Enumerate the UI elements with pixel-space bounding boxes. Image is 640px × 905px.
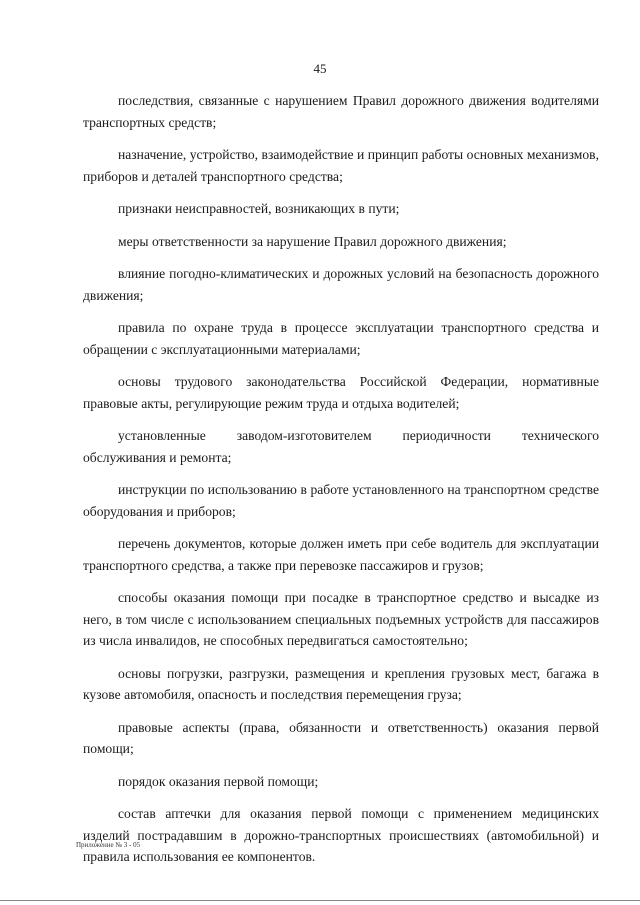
list-item: последствия, связанные с нарушением Правил дорожного движения водителями транспортных средств;	[83, 93, 599, 130]
list-item: состав аптечки для оказания первой помощи с применением медицинских изделий пострадавшим в дорожно-транспортных происшествиях (автомобильной) и правила использования ее компонентов.	[83, 806, 599, 864]
list-item: установленные заводом-изготовителем периодичности технического обслуживания и ремонта;	[83, 428, 599, 465]
list-item: признаки неисправностей, возникающих в пути;	[118, 201, 400, 216]
list-item: назначение, устройство, взаимодействие и принцип работы основных механизмов, приборов и деталей транспортного средства;	[83, 147, 599, 184]
list-item: влияние погодно-климатических и дорожных условий на безопасность дорожного движения;	[83, 266, 599, 303]
footer-note: Приложение № 3 - 05	[76, 841, 141, 849]
list-item: способы оказания помощи при посадке в транспортное средство и высадке из него, в том числе с использованием специальных подъемных устройств для пассажиров из числа инвалидов, не способных передвигаться самостоятельно;	[83, 590, 599, 648]
list-item: меры ответственности за нарушение Правил дорожного движения;	[118, 233, 507, 249]
list-item: правила по охране труда в процессе эксплуатации транспортного средства и обращении с эксплуатационными материалами;	[83, 320, 599, 357]
list-item: основы трудового законодательства Российской Федерации, нормативные правовые акты, регулирующие режим труда и отдыха водителей;	[83, 374, 599, 411]
list-item: перечень документов, которые должен иметь при себе водитель для эксплуатации транспортного средства, а также при перевозке пассажиров и грузов;	[83, 536, 599, 573]
page-edge-divider	[0, 900, 640, 901]
list-item: основы погрузки, разгрузки, размещения и крепления грузовых мест, багажа в кузове автомобиля, опасность и последствия перемещения груза;	[83, 665, 599, 702]
list-item: порядок оказания первой помощи;	[118, 773, 319, 789]
list-item: инструкции по использованию в работе установленного на транспортном средстве оборудования и приборов;	[83, 482, 599, 519]
page-number: 45	[313, 61, 327, 76]
list-item: правовые аспекты (права, обязанности и ответственность) оказания первой помощи;	[83, 719, 599, 756]
document-body	[83, 90, 599, 879]
